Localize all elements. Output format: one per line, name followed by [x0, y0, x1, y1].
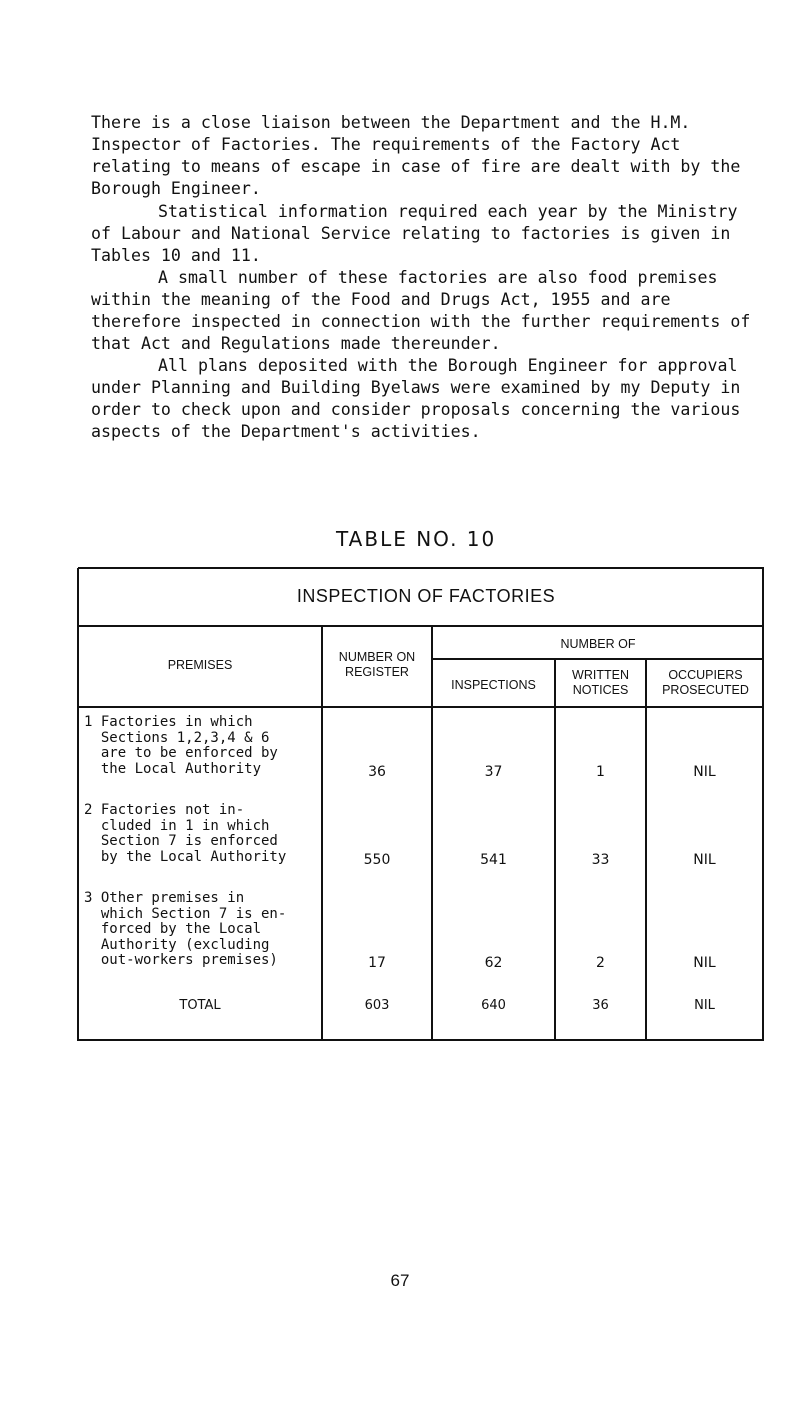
paragraph-statistical-information: Statistical information required each year by the Ministry of Labour and National Service relating to factories is given in Tables 10 and 11.: [91, 202, 738, 265]
row-3-register: 17: [368, 955, 386, 971]
row-1-premises: 1 Factories in which Sections 1,2,3,4 & 6 are to be enforced by the Local Authority: [84, 714, 278, 777]
page-number: 67: [390, 1271, 410, 1290]
total-prosecuted: NIL: [694, 998, 715, 1013]
paragraph-food-premises: A small number of these factories are also food premises within the meaning of the Food and Drugs Act, 1955 and are therefore inspected in connection with the further requirements of that Act and Regulations made thereunder.: [91, 268, 751, 353]
header-number-on-register: NUMBER ON REGISTER: [338, 650, 416, 679]
table-number-heading: TABLE NO. 10: [336, 527, 497, 551]
total-notices: 36: [592, 998, 609, 1013]
total-register: 603: [364, 998, 390, 1013]
row-2-notices: 33: [591, 852, 610, 868]
header-inspections: INSPECTIONS: [451, 678, 536, 692]
row-2-premises: 2 Factories not in- cluded in 1 in which Section 7 is enforced by the Local Authority: [84, 802, 287, 865]
row-3-premises: 3 Other premises in which Section 7 is en- forced by the Local Authority (excluding out-workers premises): [84, 890, 287, 968]
total-label: TOTAL: [179, 998, 221, 1013]
row-1-prosecuted: NIL: [693, 764, 716, 780]
header-written-notices: WRITTEN NOTICES: [572, 668, 629, 697]
row-2-register: 550: [363, 852, 391, 868]
row-1-notices: 1: [596, 764, 605, 780]
row-3-inspections: 62: [484, 955, 503, 971]
row-3-notices: 2: [596, 955, 605, 971]
total-inspections: 640: [481, 998, 506, 1013]
row-1-register: 36: [368, 764, 386, 780]
header-number-of: NUMBER OF: [560, 637, 636, 651]
row-2-prosecuted: NIL: [693, 852, 716, 868]
table-title: INSPECTION OF FACTORIES: [296, 586, 556, 606]
row-2-inspections: 541: [480, 852, 507, 868]
header-premises: PREMISES: [167, 658, 233, 672]
paragraph-plans-deposited: All plans deposited with the Borough Engineer for approval under Planning and Building Byelaws were examined by my Deputy in order to check upon and consider proposals concerning the various aspects of the Department's activities.: [91, 356, 741, 441]
paragraph-liaison: There is a close liaison between the Department and the H.M. Inspector of Factories. The requirements of the Factory Act relating to means of escape in case of fire are dealt with by the Borough Engineer.: [91, 113, 741, 198]
header-occupiers-prosecuted: OCCUPIERS PROSECUTED: [662, 668, 749, 697]
inspection-of-factories-table: [76, 567, 764, 1043]
row-3-prosecuted: NIL: [693, 955, 716, 971]
row-1-inspections: 37: [484, 764, 503, 780]
